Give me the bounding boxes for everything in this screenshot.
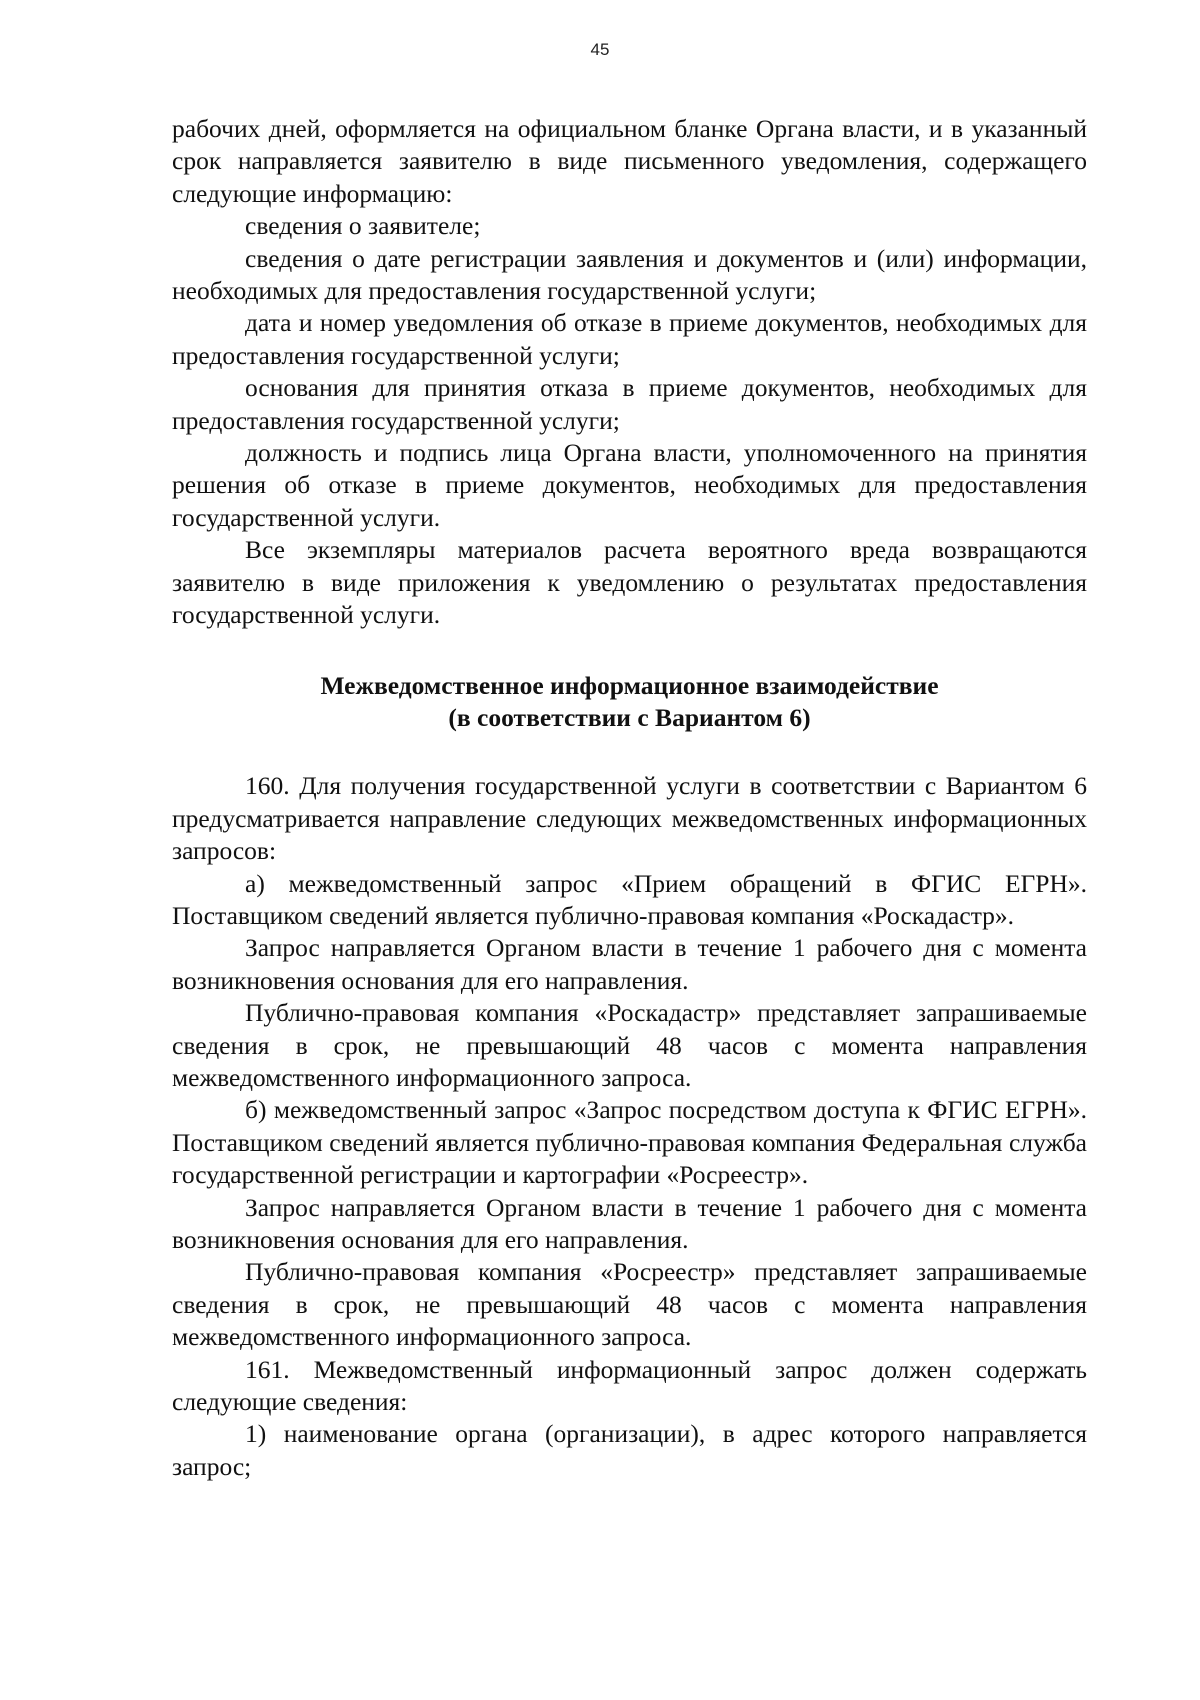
section-heading <box>172 670 1087 735</box>
paragraph: Все экземпляры материалов расчета вероятного вреда возвращаются заявителю в виде приложения к уведомлению о результатах предоставления государственной услуги. <box>172 535 1087 630</box>
paragraphs-top <box>172 113 1087 632</box>
paragraph: основания для принятия отказа в приеме документов, необходимых для предоставления государственной услуги; <box>172 373 1087 435</box>
paragraph: должность и подпись лица Органа власти, уполномоченного на принятия решения об отказе в приеме документов, необходимых для предоставления государственной услуги. <box>172 438 1087 532</box>
paragraph: Публично-правовая компания «Росреестр» представляет запрашиваемые сведения в срок, не превышающий 48 часов с момента направления межведомственного информационного запроса. <box>172 1257 1087 1352</box>
section-heading-line-1: Межведомственное информационное взаимодействие <box>320 670 939 700</box>
paragraph: сведения о заявителе; <box>245 211 481 241</box>
paragraph: 1) наименование органа (организации), в адрес которого направляется запрос; <box>172 1419 1087 1481</box>
document-body <box>172 113 1087 1483</box>
paragraph: рабочих дней, оформляется на официальном бланке Органа власти, и в указанный срок направляется заявителю в виде письменного уведомления, содержащего следующие информацию: <box>172 114 1087 208</box>
paragraph: а) межведомственный запрос «Прием обращений в ФГИС ЕГРН». Поставщиком сведений является публично-правовая компания «Роскадастр». <box>172 868 1087 930</box>
paragraph: Запрос направляется Органом власти в течение 1 рабочего дня с момента возникновения основания для его направления. <box>172 1192 1087 1254</box>
paragraph: сведения о дате регистрации заявления и документов и (или) информации, необходимых для предоставления государственной услуги; <box>172 243 1087 306</box>
paragraph: дата и номер уведомления об отказе в приеме документов, необходимых для предоставления государственной услуги; <box>172 308 1087 370</box>
page-number: 45 <box>590 40 610 59</box>
paragraph: б) межведомственный запрос «Запрос посредством доступа к ФГИС ЕГРН». Поставщиком сведений является публично-правовая компания Федеральная служба государственной регистрации и картографии «Росреестр». <box>172 1095 1087 1190</box>
paragraph: Запрос направляется Органом власти в течение 1 рабочего дня с момента возникновения основания для его направления. <box>172 933 1087 995</box>
section-heading-line-2: (в соответствии с Вариантом 6) <box>448 702 811 732</box>
paragraphs-bottom <box>172 770 1087 1483</box>
paragraph: 160. Для получения государственной услуги в соответствии с Вариантом 6 предусматривается направление следующих межведомственных информационных запросов: <box>172 771 1087 866</box>
paragraph: Публично-правовая компания «Роскадастр» представляет запрашиваемые сведения в срок, не превышающий 48 часов с момента направления межведомственного информационного запроса. <box>172 998 1087 1092</box>
paragraph: 161. Межведомственный информационный запрос должен содержать следующие сведения: <box>172 1354 1087 1417</box>
